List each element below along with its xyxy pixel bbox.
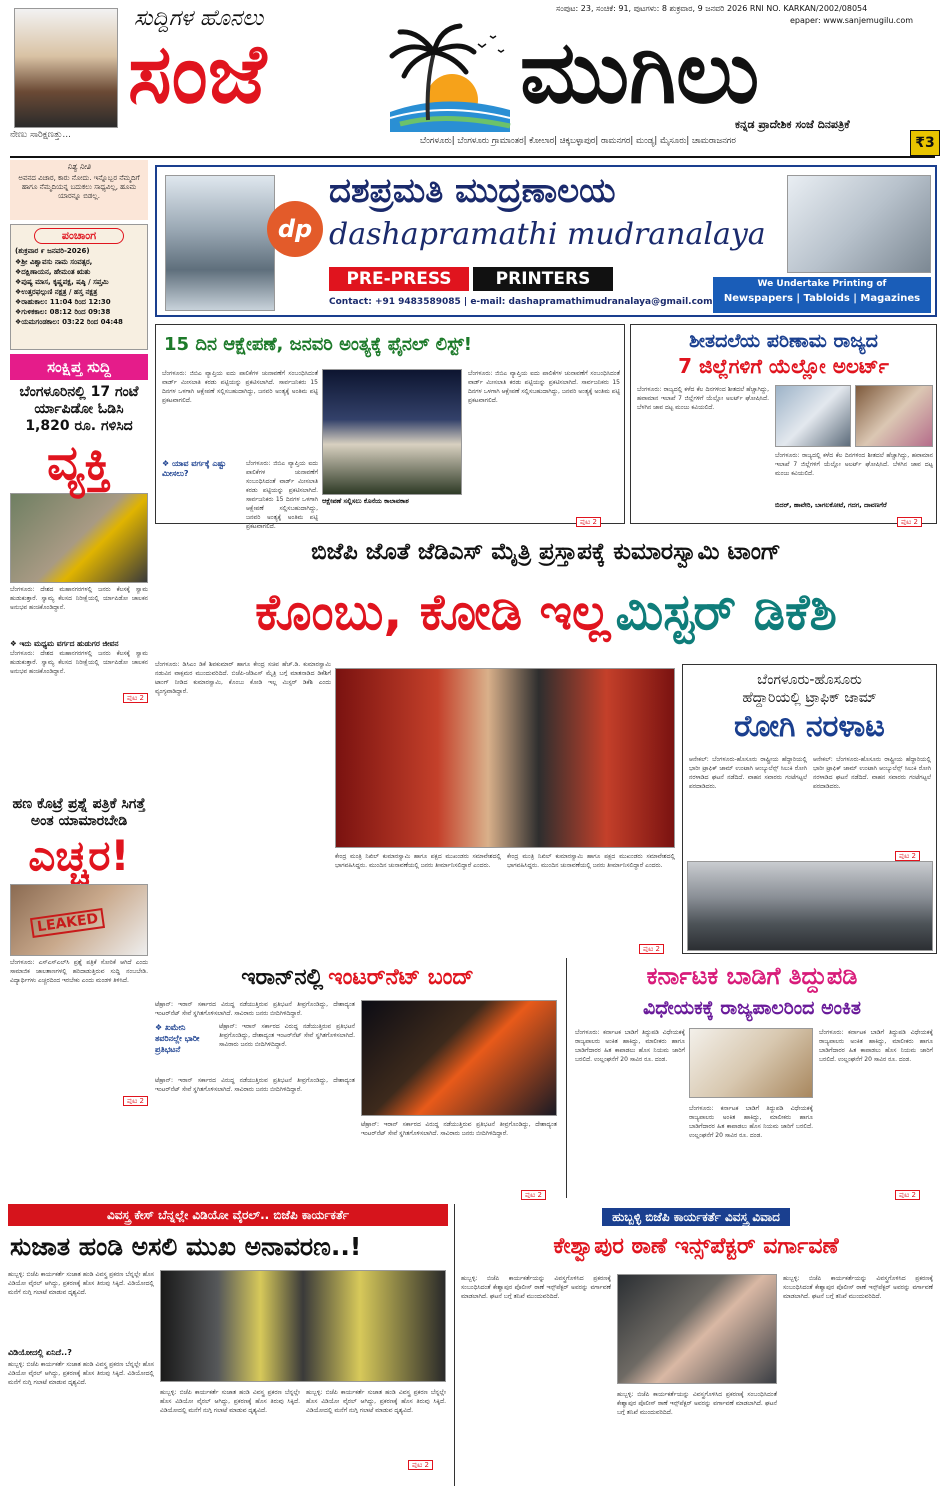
sujata-continued-wrap	[408, 1452, 433, 1471]
lead-headline-teal: ಮಿಸ್ಟರ್ ಡಿಕೆಶಿ	[615, 583, 837, 641]
sidebar-story-leak	[10, 796, 148, 1206]
ad-label-printers: PRINTERS	[473, 267, 613, 291]
story-inspector	[454, 1204, 937, 1486]
leaked-stamp: LEAKED	[30, 908, 105, 938]
panchanga-title	[34, 228, 124, 244]
coldwave-text: ಬೆಂಗಳೂರು: ರಾಜ್ಯದಲ್ಲಿ ಕಳೆದ ಕೆಲ ದಿನಗಳಿಂದ ಶೀತದಲೆ ಹೆಚ್ಚಾಗಿದ್ದು, ಹವಾಮಾನ ಇಲಾಖೆ 7 ಜಿಲ್ಲೆಗಳಿಗೆ ಯೆಲ್ಲೋ ಅಲರ್ಟ್ ಘೋಷಿಸಿದೆ. ಬೆಳಗಿನ ಜಾವ ದಟ್ಟ ಮಂಜು ಕವಿಯಲಿದೆ.	[637, 386, 769, 411]
coldwave-caption: ಬಿದರ್, ಹಾವೇರಿ, ಬಾಗಲಕೋಟೆ, ಗದಗ, ದಾವಣಗೆರೆ	[775, 501, 887, 509]
coldwave-headline-2: 7 ಜಿಲ್ಲೆಗಳಿಗೆ ಯೆಲ್ಲೋ ಅಲರ್ಟ್	[678, 354, 889, 378]
inspector-text-col2: ಹುಬ್ಬಳ್ಳಿ: ಬಿಜೆಪಿ ಕಾರ್ಯಕರ್ತೆಯನ್ನು ವಿವಸ್ತ್ರಗೊಳಿಸಿದ ಪ್ರಕರಣಕ್ಕೆ ಸಂಬಂಧಿಸಿದಂತೆ ಕೇಶ್ವಾಪುರ ಪೊಲೀಸ್ ಠಾಣೆ ಇನ್ಸ್‌ಪೆಕ್ಟರ್ ಅವರನ್ನು ವರ್ಗಾವಣೆ ಮಾಡಲಾಗಿದೆ. ಘಟನೆ ಬಗ್ಗೆ ತನಿಖೆ ಮುಂದುವರಿದಿದೆ.	[617, 1391, 777, 1416]
ad-machine-photo-left	[165, 175, 275, 311]
rapido-photo	[10, 493, 148, 583]
rent-text: ಬೆಂಗಳೂರು: ಕರ್ನಾಟಕ ಬಾಡಿಗೆ ತಿದ್ದುಪಡಿ ವಿಧೇಯಕಕ್ಕೆ ರಾಜ್ಯಪಾಲರು ಅಂಕಿತ ಹಾಕಿದ್ದು, ಮಾಲೀಕರು ಹಾಗೂ ಬಾಡಿಗೆದಾರರ ಹಿತ ಕಾಪಾಡಲು ಹೊಸ ನಿಯಮ ಜಾರಿಗೆ ಬರಲಿದೆ. ಉಲ್ಲಂಘನೆಗೆ 20 ಸಾವಿರ ರೂ. ದಂಡ.	[575, 1029, 685, 1063]
rent-continued[interactable]: ಪುಟ 2	[895, 1190, 920, 1200]
issue-meta: ಸಂಪುಟ: 23, ಸಂಚಿಕೆ: 91, ಪುಟಗಳು: 8 ಶುಕ್ರವಾರ, 9 ಜನವರಿ 2026 RNI NO. KARKAN/2002/08054	[556, 4, 868, 13]
iran-photo	[361, 1000, 557, 1116]
reservation-photo-caption: ಆಕ್ಷೇಪಣೆ ಸಲ್ಲಿಸಲು ಕೊನೆಯ ಕಾಲಾವಕಾಶ	[322, 497, 409, 505]
traffic-photo	[687, 861, 933, 951]
rent-text-col3: ಬೆಂಗಳೂರು: ಕರ್ನಾಟಕ ಬಾಡಿಗೆ ತಿದ್ದುಪಡಿ ವಿಧೇಯಕಕ್ಕೆ ರಾಜ್ಯಪಾಲರು ಅಂಕಿತ ಹಾಕಿದ್ದು, ಮಾಲೀಕರು ಹಾಗೂ ಬಾಡಿಗೆದಾರರ ಹಿತ ಕಾಪಾಡಲು ಹೊಸ ನಿಯಮ ಜಾರಿಗೆ ಬರಲಿದೆ. ಉಲ್ಲಂಘನೆಗೆ 20 ಸಾವಿರ ರೂ. ದಂಡ.	[819, 1029, 933, 1063]
panchanga-box	[10, 224, 148, 350]
leak-headline-big: ಎಚ್ಚರ!	[28, 831, 130, 880]
ad-services-line2: Newspapers | Tabloids | Magazines	[723, 293, 921, 304]
ad-services-line1: We Undertake Printing of	[757, 279, 887, 289]
reservation-headline: 15 ದಿನ ಆಕ್ಷೇಪಣೆ, ಜನವರಿ ಅಂತ್ಯಕ್ಕೆ ಫೈನಲ್ ಲಿಸ್ಟ್!	[164, 334, 472, 355]
inspector-strap-wrap	[455, 1206, 937, 1225]
inspector-headline: ಕೇಶ್ವಾಪುರ ಠಾಣೆ ಇನ್ಸ್‌ಪೆಕ್ಟರ್ ವರ್ಗಾವಣೆ	[553, 1234, 839, 1259]
panchanga-line: ❖ಉತ್ತರಫಲ್ಗುಣಿ ನಕ್ಷತ್ರ / ಹಸ್ತ ನಕ್ಷತ್ರ	[15, 288, 98, 296]
ad-title-english: dashapramathi mudranalaya	[329, 217, 766, 252]
rapido-headline: ಬೆಂಗಳೂರಿನಲ್ಲಿ 17 ಗಂಟೆ ರ್ಯಾಪಿಡೋ ಓಡಿಸಿ 1,820 ರೂ. ಗಳಿಸಿದ	[19, 384, 139, 434]
price-badge	[910, 130, 940, 156]
leak-headline: ಹಣ ಕೊಟ್ರೆ ಪ್ರಶ್ನೆ ಪತ್ರಿಕೆ ಸಿಗತ್ತೆ ಅಂತ ಯಾಮಾರಬೇಡಿ	[12, 796, 146, 829]
coldwave-continued[interactable]: ಪುಟ 2	[897, 517, 922, 527]
traffic-headline-2: ಹೆದ್ದಾರಿಯಲ್ಲಿ ಟ್ರಾಫಿಕ್ ಜಾಮ್	[742, 690, 877, 706]
founder-photo	[14, 8, 118, 128]
sidebar-section-label: ಸಂಕ್ಷಿಪ್ತ ಸುದ್ದಿ	[47, 358, 111, 376]
lead-continued-wrap	[639, 936, 664, 955]
story-coldwave	[630, 324, 937, 524]
ad-label-prepress: PRE-PRESS	[329, 267, 469, 291]
panchanga-time: ❖ಯಮಗಂಡಕಾಲ: 03:22 ರಿಂದ 04:48	[15, 318, 123, 326]
rent-headline-1: ಕರ್ನಾಟಕ ಬಾಡಿಗೆ ತಿದ್ದುಪಡಿ	[646, 962, 858, 990]
sujata-continued[interactable]: ಪುಟ 2	[408, 1460, 433, 1470]
iran-headline-black: ಇರಾನ್‌ನಲ್ಲಿ	[241, 965, 324, 990]
inspector-strap: ಹುಬ್ಬಳ್ಳಿ ಬಿಜೆಪಿ ಕಾರ್ಯಕರ್ತೆ ವಿವಸ್ತ್ರ ವಿವಾದ	[602, 1208, 790, 1226]
inspector-photo	[617, 1274, 777, 1384]
reservation-text-col2: ಬೆಂಗಳೂರು: ಜಿಬಿಎ ವ್ಯಾಪ್ತಿಯ ಐದು ಪಾಲಿಕೆಗಳ ಚುನಾವಣೆಗೆ ಸಂಬಂಧಿಸಿದಂತೆ ವಾರ್ಡ್ ಮೀಸಲಾತಿ ಕರಡು ಪಟ್ಟಿಯನ್ನು ಪ್ರಕಟಿಸಲಾಗಿದೆ. ಸಾರ್ವಜನಿಕರು 15 ದಿನಗಳ ಒಳಗಾಗಿ ಆಕ್ಷೇಪಣೆ ಸಲ್ಲಿಸಬಹುದಾಗಿದ್ದು, ಜನವರಿ ಅಂತ್ಯಕ್ಕೆ ಅಂತಿಮ ಪಟ್ಟಿ ಪ್ರಕಟವಾಗಲಿದೆ.	[246, 460, 318, 530]
panchanga-line: ❖ದಕ್ಷಿಣಾಯನ, ಹೇಮಂತ ಋತು	[15, 268, 91, 276]
leak-continued[interactable]: ಪುಟ 2	[123, 1096, 148, 1106]
lead-photo	[335, 668, 675, 848]
thought-box	[10, 160, 148, 220]
iran-text-col1b: ಟೆಹ್ರಾನ್: ಇರಾನ್ ಸರ್ಕಾರದ ವಿರುದ್ಧ ನಡೆಯುತ್ತಿರುವ ಪ್ರತಿಭಟನೆ ತೀವ್ರಗೊಂಡಿದ್ದು, ದೇಶಾದ್ಯಂತ ಇಂಟರ್‌ನೆಟ್ ಸೇವೆ ಸ್ಥಗಿತಗೊಳಿಸಲಾಗಿದೆ. ಸಾವಿರಾರು ಜನರು ಬೀದಿಗಿಳಿದಿದ್ದಾರೆ.	[219, 1023, 355, 1048]
rapido-text: ಬೆಂಗಳೂರು: ದೇಶದ ಮಹಾನಗರಗಳಲ್ಲಿ ಜನರು ಕೆಲಸಕ್ಕೆ ಸ್ವಾಮ ಹುಡುಕುತ್ತಾರೆ. ಸ್ವಾಮ್ಯ ಕೆಲಸದ ನಿರೀಕ್ಷೆಯಲ್ಲಿ ರ್ಯಾಪಿಡೋ ಚಾಲಕನ ಅನುಭವ ಹಂಚಿಕೊಂಡಿದ್ದಾನೆ.	[10, 586, 148, 611]
traffic-headline-1: ಬೆಂಗಳೂರು-ಹೊಸೂರು	[757, 672, 862, 688]
iran-continued[interactable]: ಪುಟ 2	[521, 1190, 546, 1200]
rapido-callout: ❖ ಇದು ಮಧ್ಯಮ ವರ್ಗದ ಹುಡುಗರ ಜೀವನ	[10, 639, 119, 648]
lead-continued[interactable]: ಪುಟ 2	[639, 944, 664, 954]
masthead-tagline: ಸುದ್ದಿಗಳ ಹೊನಲು	[134, 6, 264, 31]
reservation-callout: ❖ ಯಾವ ವರ್ಗಕ್ಕೆ ಎಷ್ಟು ಮೀಸಲು?	[162, 459, 227, 478]
sunset-logo	[370, 22, 520, 132]
coldwave-photo-2	[855, 385, 933, 447]
story-rent	[566, 958, 937, 1198]
sujata-callout: ವಿಡಿಯೋದಲ್ಲಿ ಏನಿದೆ..?	[8, 1348, 72, 1357]
sujata-text: ಹುಬ್ಬಳ್ಳಿ: ಬಿಜೆಪಿ ಕಾರ್ಯಕರ್ತೆ ಸುಜಾತ ಹಂಡಿ ವಿವಸ್ತ್ರ ಪ್ರಕರಣ ಬೆನ್ನಲ್ಲೇ ಹೊಸ ವಿಡಿಯೋ ವೈರಲ್ ಆಗಿದ್ದು, ಪ್ರಕರಣಕ್ಕೆ ಹೊಸ ತಿರುವು ಸಿಕ್ಕಿದೆ. ವಿಡಿಯೋದಲ್ಲಿ ಮನೆಗೆ ನುಗ್ಗಿ ಗಲಾಟೆ ಮಾಡುವ ದೃಶ್ಯವಿದೆ.	[8, 1271, 154, 1296]
price-value: ₹3	[915, 135, 935, 151]
reservation-text-col3: ಬೆಂಗಳೂರು: ಜಿಬಿಎ ವ್ಯಾಪ್ತಿಯ ಐದು ಪಾಲಿಕೆಗಳ ಚುನಾವಣೆಗೆ ಸಂಬಂಧಿಸಿದಂತೆ ವಾರ್ಡ್ ಮೀಸಲಾತಿ ಕರಡು ಪಟ್ಟಿಯನ್ನು ಪ್ರಕಟಿಸಲಾಗಿದೆ. ಸಾರ್ವಜನಿಕರು 15 ದಿನಗಳ ಒಳಗಾಗಿ ಆಕ್ಷೇಪಣೆ ಸಲ್ಲಿಸಬಹುದಾಗಿದ್ದು, ಜನವರಿ ಅಂತ್ಯಕ್ಕೆ ಅಂತಿಮ ಪಟ್ಟಿ ಪ್ರಕಟವಾಗಲಿದೆ.	[468, 370, 620, 404]
traffic-continued[interactable]: ಪುಟ 2	[895, 851, 920, 861]
ad-logo	[267, 201, 323, 257]
panchanga-title-text: ಪಂಚಾಂಗ	[61, 229, 97, 242]
panchanga-time: ❖ರಾಹುಕಾಲ: 11:04 ರಿಂದ 12:30	[15, 298, 111, 306]
traffic-headline-big: ರೋಗಿ ನರಳಾಟ	[734, 709, 885, 744]
iran-text-col1c: ಟೆಹ್ರಾನ್: ಇರಾನ್ ಸರ್ಕಾರದ ವಿರುದ್ಧ ನಡೆಯುತ್ತಿರುವ ಪ್ರತಿಭಟನೆ ತೀವ್ರಗೊಂಡಿದ್ದು, ದೇಶಾದ್ಯಂತ ಇಂಟರ್‌ನೆಟ್ ಸೇವೆ ಸ್ಥಗಿತಗೊಳಿಸಲಾಗಿದೆ. ಸಾವಿರಾರು ಜನರು ಬೀದಿಗಿಳಿದಿದ್ದಾರೆ.	[155, 1077, 355, 1093]
rapido-continued[interactable]: ಪುಟ 2	[123, 693, 148, 703]
rent-photo	[689, 1028, 813, 1098]
sidebar-section-head	[10, 354, 148, 380]
panchanga-time: ❖ಗುಳಿಕಕಾಲ: 08:12 ರಿಂದ 09:38	[15, 308, 111, 316]
founder-caption: ನೇಣು ಸಾರಿಕ್ಷಣತ್ತು...	[10, 130, 72, 140]
leak-text: ಬೆಂಗಳೂರು: ಎಸ್‌ಎಸ್‌ಎಲ್‌ಸಿ ಪ್ರಶ್ನೆ ಪತ್ರಿಕೆ ಸೋರಿಕೆ ಆಗಿದೆ ಎಂದು ಸಾಮಾಜಿಕ ಜಾಲತಾಣಗಳಲ್ಲಿ ಹರಿದಾಡುತ್ತಿರುವ ಸುದ್ದಿ ನಂಬಬೇಡಿ. ವಿದ್ಯಾರ್ಥಿಗಳು ಎಚ್ಚರದಿಂದ ಇರಬೇಕು ಎಂದು ಮಂಡಳಿ ತಿಳಿಸಿದೆ.	[10, 959, 148, 984]
masthead	[0, 0, 945, 160]
reservation-photo	[322, 369, 462, 495]
rent-continued-wrap	[895, 1182, 920, 1201]
iran-headline-red: ಇಂಟರ್‌ನೆಟ್ ಬಂದ್	[328, 965, 474, 990]
thought-text: ಅವನದ ವಿಚಾರ, ಕಾರು ನೋದು. ಇನ್ನೊಬ್ಬರ ನೆಮ್ಮದಿಗೆ ಹಾಗೂ ನೆಮ್ಮದಿಯನ್ನ ಬದುಕಲು ಸಾಧ್ಯವಿಲ್ಲ, ಹೂಮ ಯಾರನ್ನೂ ಬಿಡಲ್ಲ.	[18, 174, 140, 200]
coldwave-continued-wrap	[897, 509, 922, 528]
masthead-subtitle: ಕನ್ನಡ ಪ್ರಾದೇಶಿಕ ಸಂಜೆ ದಿನಪತ್ರಿಕೆ	[735, 118, 850, 131]
coldwave-text-2: ಬೆಂಗಳೂರು: ರಾಜ್ಯದಲ್ಲಿ ಕಳೆದ ಕೆಲ ದಿನಗಳಿಂದ ಶೀತದಲೆ ಹೆಚ್ಚಾಗಿದ್ದು, ಹವಾಮಾನ ಇಲಾಖೆ 7 ಜಿಲ್ಲೆಗಳಿಗೆ ಯೆಲ್ಲೋ ಅಲರ್ಟ್ ಘೋಷಿಸಿದೆ. ಬೆಳಗಿನ ಜಾವ ದಟ್ಟ ಮಂಜು ಕವಿಯಲಿದೆ.	[775, 452, 933, 477]
ad-contact: Contact: +91 9483589085 | e-mail: dashapramathimudranalaya@gmail.com	[329, 297, 713, 307]
panchanga-date: (ಶುಕ್ರವಾರ ೯ ಜನವರಿ-2026)	[15, 247, 90, 255]
sujata-text-col3: ಹುಬ್ಬಳ್ಳಿ: ಬಿಜೆಪಿ ಕಾರ್ಯಕರ್ತೆ ಸುಜಾತ ಹಂಡಿ ವಿವಸ್ತ್ರ ಪ್ರಕರಣ ಬೆನ್ನಲ್ಲೇ ಹೊಸ ವಿಡಿಯೋ ವೈರಲ್ ಆಗಿದ್ದು, ಪ್ರಕರಣಕ್ಕೆ ಹೊಸ ತಿರುವು ಸಿಕ್ಕಿದೆ. ವಿಡಿಯೋದಲ್ಲಿ ಮನೆಗೆ ನುಗ್ಗಿ ಗಲಾಟೆ ಮಾಡುವ ದೃಶ್ಯವಿದೆ.	[306, 1389, 446, 1414]
inspector-text-col3: ಹುಬ್ಬಳ್ಳಿ: ಬಿಜೆಪಿ ಕಾರ್ಯಕರ್ತೆಯನ್ನು ವಿವಸ್ತ್ರಗೊಳಿಸಿದ ಪ್ರಕರಣಕ್ಕೆ ಸಂಬಂಧಿಸಿದಂತೆ ಕೇಶ್ವಾಪುರ ಪೊಲೀಸ್ ಠಾಣೆ ಇನ್ಸ್‌ಪೆಕ್ಟರ್ ಅವರನ್ನು ವರ್ಗಾವಣೆ ಮಾಡಲಾಗಿದೆ. ಘಟನೆ ಬಗ್ಗೆ ತನಿಖೆ ಮುಂದುವರಿದಿದೆ.	[783, 1275, 933, 1300]
printing-ad	[155, 165, 937, 317]
story-sujata	[8, 1204, 448, 1486]
lead-text: ಬೆಂಗಳೂರು: ಡಿಸಿಎಂ ಡಿಕೆ ಶಿವಕುಮಾರ್ ಹಾಗೂ ಕೇಂದ್ರ ಸಚಿವ ಹೆಚ್.ಡಿ. ಕುಮಾರಸ್ವಾಮಿ ನಡುವಿನ ವಾಕ್ಸಮರ ಮುಂದುವರಿದಿದೆ. ಬಿಜೆಪಿ-ಜೆಡಿಎಸ್ ಮೈತ್ರಿ ಬಗ್ಗೆ ಮಾತನಾಡಿದ ಡಿಕೆಶಿಗೆ ಟಾಂಗ್ ನೀಡಿದ ಕುಮಾರಸ್ವಾಮಿ, ಕೊಂಬು ಕೋಡಿ ಇಲ್ಲ ಮಿಸ್ಟರ್ ಡಿಕೆಶಿ ಎಂದು ವ್ಯಂಗ್ಯವಾಡಿದ್ದಾರೆ.	[155, 661, 331, 695]
story-iran	[155, 958, 560, 1198]
sujata-text-col2: ಹುಬ್ಬಳ್ಳಿ: ಬಿಜೆಪಿ ಕಾರ್ಯಕರ್ತೆ ಸುಜಾತ ಹಂಡಿ ವಿವಸ್ತ್ರ ಪ್ರಕರಣ ಬೆನ್ನಲ್ಲೇ ಹೊಸ ವಿಡಿಯೋ ವೈರಲ್ ಆಗಿದ್ದು, ಪ್ರಕರಣಕ್ಕೆ ಹೊಸ ತಿರುವು ಸಿಕ್ಕಿದೆ. ವಿಡಿಯೋದಲ್ಲಿ ಮನೆಗೆ ನುಗ್ಗಿ ಗಲಾಟೆ ಮಾಡುವ ದೃಶ್ಯವಿದೆ.	[160, 1389, 300, 1414]
ad-services-box	[713, 277, 931, 313]
masthead-name-right: ಮುಗಿಲು	[520, 23, 760, 123]
reservation-continued-wrap	[576, 509, 601, 528]
inspector-text: ಹುಬ್ಬಳ್ಳಿ: ಬಿಜೆಪಿ ಕಾರ್ಯಕರ್ತೆಯನ್ನು ವಿವಸ್ತ್ರಗೊಳಿಸಿದ ಪ್ರಕರಣಕ್ಕೆ ಸಂಬಂಧಿಸಿದಂತೆ ಕೇಶ್ವಾಪುರ ಪೊಲೀಸ್ ಠಾಣೆ ಇನ್ಸ್‌ಪೆಕ್ಟರ್ ಅವರನ್ನು ವರ್ಗಾವಣೆ ಮಾಡಲಾಗಿದೆ. ಘಟನೆ ಬಗ್ಗೆ ತನಿಖೆ ಮುಂದುವರಿದಿದೆ.	[461, 1275, 611, 1300]
ad-logo-text: dp	[277, 215, 313, 243]
thought-title: ನಿತ್ಯ ನೀತಿ	[67, 162, 91, 171]
sidebar-story-rapido	[10, 384, 148, 784]
lead-text-col3: ಕೇಂದ್ರ ಮಂತ್ರಿ ನಿಖಿಲ್ ಕುಮಾರಸ್ವಾಮಿ ಹಾಗೂ ಪಕ್ಷದ ಮುಖಂಡರು ಸಮಾವೇಶದಲ್ಲಿ ಭಾಗವಹಿಸಿದ್ದರು. ಮುಂದಿನ ಚುನಾವಣೆಯಲ್ಲಿ ಜನರು ತೀರ್ಮಾನಿಸಲಿದ್ದಾರೆ ಎಂದರು.	[507, 853, 675, 869]
story-reservation	[155, 324, 625, 530]
masthead-divider	[10, 156, 935, 158]
ad-machine-photo-right	[787, 175, 931, 273]
iran-continued-wrap	[521, 1182, 546, 1201]
lead-headline-red: ಕೊಂಬು, ಕೋಡಿ ಇಲ್ಲ	[255, 583, 611, 641]
sujata-strap: ವಿವಸ್ತ್ರ ಕೇಸ್ ಬೆನ್ನಲ್ಲೇ ವಿಡಿಯೋ ವೈರಲ್.. ಬಿಜೆಪಿ ಕಾರ್ಯಕರ್ತೆ	[8, 1204, 448, 1226]
iran-callout: ❖ ಖಮೇನಿ ತವರಿನಲ್ಲೇ ಭಾರೀ ಪ್ರತಿಭಟನೆ	[155, 1023, 200, 1054]
rapido-headline-big: ವ್ಯಕ್ತಿ	[47, 435, 111, 491]
sujata-text-col1b: ಹುಬ್ಬಳ್ಳಿ: ಬಿಜೆಪಿ ಕಾರ್ಯಕರ್ತೆ ಸುಜಾತ ಹಂಡಿ ವಿವಸ್ತ್ರ ಪ್ರಕರಣ ಬೆನ್ನಲ್ಲೇ ಹೊಸ ವಿಡಿಯೋ ವೈರಲ್ ಆಗಿದ್ದು, ಪ್ರಕರಣಕ್ಕೆ ಹೊಸ ತಿರುವು ಸಿಕ್ಕಿದೆ. ವಿಡಿಯೋದಲ್ಲಿ ಮನೆಗೆ ನುಗ್ಗಿ ಗಲಾಟೆ ಮಾಡುವ ದೃಶ್ಯವಿದೆ.	[8, 1361, 154, 1386]
panchanga-line: ❖ಪುಷ್ಯ ಮಾಸ, ಕೃಷ್ಣಪಕ್ಷ, ಷಷ್ಠಿ / ಸಪ್ತಮಿ	[15, 278, 109, 286]
coldwave-headline-1: ಶೀತದಲೆಯ ಪರಿಣಾಮ ರಾಜ್ಯದ	[689, 330, 878, 352]
lead-kicker: ಬಿಜೆಪಿ ಜೊತೆ ಜೆಡಿಎಸ್ ಮೈತ್ರಿ ಪ್ರಸ್ತಾಪಕ್ಕೆ ಕುಮಾರಸ್ವಾಮಿ ಟಾಂಗ್	[311, 539, 781, 565]
iran-text-col2: ಟೆಹ್ರಾನ್: ಇರಾನ್ ಸರ್ಕಾರದ ವಿರುದ್ಧ ನಡೆಯುತ್ತಿರುವ ಪ್ರತಿಭಟನೆ ತೀವ್ರಗೊಂಡಿದ್ದು, ದೇಶಾದ್ಯಂತ ಇಂಟರ್‌ನೆಟ್ ಸೇವೆ ಸ್ಥಗಿತಗೊಳಿಸಲಾಗಿದೆ. ಸಾವಿರಾರು ಜನರು ಬೀದಿಗಿಳಿದಿದ್ದಾರೆ.	[361, 1121, 557, 1137]
ad-title-kannada: ದಶಪ್ರಮತಿ ಮುದ್ರಣಾಲಯ	[329, 171, 616, 211]
iran-text: ಟೆಹ್ರಾನ್: ಇರಾನ್ ಸರ್ಕಾರದ ವಿರುದ್ಧ ನಡೆಯುತ್ತಿರುವ ಪ್ರತಿಭಟನೆ ತೀವ್ರಗೊಂಡಿದ್ದು, ದೇಶಾದ್ಯಂತ ಇಂಟರ್‌ನೆಟ್ ಸೇವೆ ಸ್ಥಗಿತಗೊಳಿಸಲಾಗಿದೆ. ಸಾವಿರಾರು ಜನರು ಬೀದಿಗಿಳಿದಿದ್ದಾರೆ.	[155, 1001, 355, 1017]
story-traffic	[682, 664, 937, 954]
sujata-video-still	[160, 1270, 446, 1382]
leaked-photo	[10, 884, 148, 956]
traffic-text-col2: ಆನೇಕಲ್: ಬೆಂಗಳೂರು-ಹೊಸೂರು ರಾಷ್ಟ್ರೀಯ ಹೆದ್ದಾರಿಯಲ್ಲಿ ಭಾರೀ ಟ್ರಾಫಿಕ್ ಜಾಮ್ ಉಂಟಾಗಿ ಆಂಬ್ಯುಲೆನ್ಸ್ ಸಿಲುಕಿ ರೋಗಿ ನರಳಾಡಿದ ಘಟನೆ ನಡೆದಿದೆ. ವಾಹನ ಸವಾರರು ಗಂಟೆಗಟ್ಟಲೆ ಪರದಾಡಿದರು.	[813, 756, 931, 790]
masthead-name-left: ಸಂಜೆ	[128, 27, 267, 122]
sujata-headline: ಸುಜಾತ ಹಂಡಿ ಅಸಲಿ ಮುಖ ಅನಾವರಣ..!	[10, 1232, 362, 1261]
rent-text-col2: ಬೆಂಗಳೂರು: ಕರ್ನಾಟಕ ಬಾಡಿಗೆ ತಿದ್ದುಪಡಿ ವಿಧೇಯಕಕ್ಕೆ ರಾಜ್ಯಪಾಲರು ಅಂಕಿತ ಹಾಕಿದ್ದು, ಮಾಲೀಕರು ಹಾಗೂ ಬಾಡಿಗೆದಾರರ ಹಿತ ಕಾಪಾಡಲು ಹೊಸ ನಿಯಮ ಜಾರಿಗೆ ಬರಲಿದೆ. ಉಲ್ಲಂಘನೆಗೆ 20 ಸಾವಿರ ರೂ. ದಂಡ.	[689, 1105, 813, 1139]
masthead-cities: ಬೆಂಗಳೂರು| ಬೆಂಗಳೂರು ಗ್ರಾಮಾಂತರ| ಕೋಲಾರ| ಚಿಕ್ಕಬಳ್ಳಾಪುರ| ರಾಮನಗರ| ಮಂಡ್ಯ| ಮೈಸೂರು| ಚಾಮರಾಜನಗರ	[420, 136, 736, 146]
reservation-text: ಬೆಂಗಳೂರು: ಜಿಬಿಎ ವ್ಯಾಪ್ತಿಯ ಐದು ಪಾಲಿಕೆಗಳ ಚುನಾವಣೆಗೆ ಸಂಬಂಧಿಸಿದಂತೆ ವಾರ್ಡ್ ಮೀಸಲಾತಿ ಕರಡು ಪಟ್ಟಿಯನ್ನು ಪ್ರಕಟಿಸಲಾಗಿದೆ. ಸಾರ್ವಜನಿಕರು 15 ದಿನಗಳ ಒಳಗಾಗಿ ಆಕ್ಷೇಪಣೆ ಸಲ್ಲಿಸಬಹುದಾಗಿದ್ದು, ಜನವರಿ ಅಂತ್ಯಕ್ಕೆ ಅಂತಿಮ ಪಟ್ಟಿ ಪ್ರಕಟವಾಗಲಿದೆ.	[162, 370, 318, 404]
epaper-link[interactable]: epaper: www.sanjemugilu.com	[790, 16, 914, 25]
traffic-continued-wrap	[895, 843, 920, 862]
coldwave-photo-1	[775, 385, 851, 447]
rapido-text-more: ಬೆಂಗಳೂರು: ದೇಶದ ಮಹಾನಗರಗಳಲ್ಲಿ ಜನರು ಕೆಲಸಕ್ಕೆ ಸ್ವಾಮ ಹುಡುಕುತ್ತಾರೆ. ಸ್ವಾಮ್ಯ ಕೆಲಸದ ನಿರೀಕ್ಷೆಯಲ್ಲಿ ರ್ಯಾಪಿಡೋ ಚಾಲಕನ ಅನುಭವ ಹಂಚಿಕೊಂಡಿದ್ದಾನೆ.	[10, 650, 148, 675]
lead-text-col2: ಕೇಂದ್ರ ಮಂತ್ರಿ ನಿಖಿಲ್ ಕುಮಾರಸ್ವಾಮಿ ಹಾಗೂ ಪಕ್ಷದ ಮುಖಂಡರು ಸಮಾವೇಶದಲ್ಲಿ ಭಾಗವಹಿಸಿದ್ದರು. ಮುಂದಿನ ಚುನಾವಣೆಯಲ್ಲಿ ಜನರು ತೀರ್ಮಾನಿಸಲಿದ್ದಾರೆ ಎಂದರು.	[335, 853, 501, 869]
rent-headline-2: ವಿಧೇಯಕಕ್ಕೆ ರಾಜ್ಯಪಾಲರಿಂದ ಅಂಕಿತ	[643, 997, 861, 1019]
reservation-continued[interactable]: ಪುಟ 2	[576, 517, 601, 527]
traffic-text: ಆನೇಕಲ್: ಬೆಂಗಳೂರು-ಹೊಸೂರು ರಾಷ್ಟ್ರೀಯ ಹೆದ್ದಾರಿಯಲ್ಲಿ ಭಾರೀ ಟ್ರಾಫಿಕ್ ಜಾಮ್ ಉಂಟಾಗಿ ಆಂಬ್ಯುಲೆನ್ಸ್ ಸಿಲುಕಿ ರೋಗಿ ನರಳಾಡಿದ ಘಟನೆ ನಡೆದಿದೆ. ವಾಹನ ಸವಾರರು ಗಂಟೆಗಟ್ಟಲೆ ಪರದಾಡಿದರು.	[689, 756, 807, 790]
panchanga-line: ❖ಶ್ರೀ ವಿಶ್ವಾವಸು ನಾಮ ಸಂವತ್ಸರ,	[15, 258, 93, 266]
